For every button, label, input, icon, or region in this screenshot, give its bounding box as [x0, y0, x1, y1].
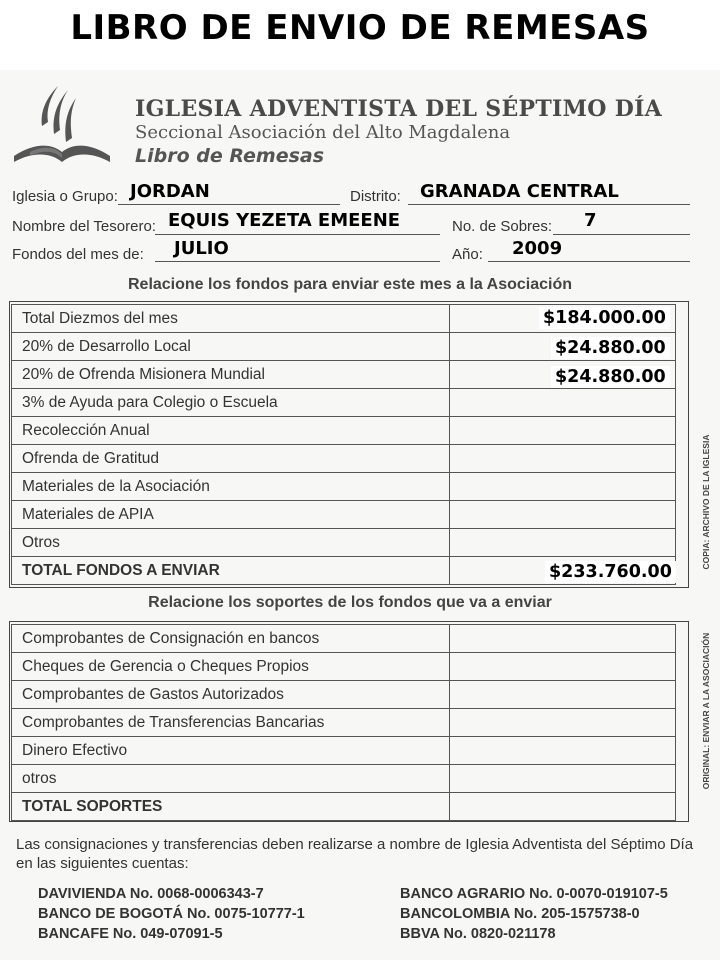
- fund-value-cell: [450, 473, 676, 501]
- organization-name: IGLESIA ADVENTISTA DEL SÉPTIMO DÍA: [135, 96, 663, 122]
- account-banco-bogota: BANCO DE BOGOTÁ No. 0075-10777-1: [38, 906, 305, 922]
- supports-section-title: Relacione los soportes de los fondos que va a enviar: [148, 594, 552, 611]
- support-label-cheques: Cheques de Gerencia o Cheques Propios: [12, 653, 450, 681]
- side-copy-label: COPIA: ARCHIVO DE LA IGLESIA: [701, 434, 711, 570]
- anio-value: 2009: [512, 238, 563, 259]
- fund-value-cell: [450, 445, 676, 473]
- fund-value-cell: [450, 417, 676, 445]
- fund-label-total: TOTAL FONDOS A ENVIAR: [12, 557, 450, 585]
- fund-value-cell: [450, 501, 676, 529]
- table-row: [12, 501, 676, 529]
- anio-line: [488, 261, 690, 262]
- table-row: [12, 389, 676, 417]
- support-label-consignacion: Comprobantes de Consignación en bancos: [12, 625, 450, 653]
- page-banner-title: LIBRO DE ENVIO DE REMESAS: [70, 8, 650, 48]
- funds-section-title: Relacione los fondos para enviar este mes a la Asociación: [127, 276, 573, 293]
- table-row: [12, 625, 676, 653]
- tesorero-line: [155, 234, 440, 235]
- account-bancafe: BANCAFE No. 049-07091-5: [38, 926, 223, 942]
- fund-label-desarrollo: 20% de Desarrollo Local: [12, 333, 450, 361]
- table-row: [12, 681, 676, 709]
- fund-value-cell: [450, 529, 676, 557]
- tesorero-value: EQUIS YEZETA EMEENE: [168, 210, 401, 231]
- anio-label: Año:: [452, 246, 483, 263]
- support-value-cell: [450, 681, 676, 709]
- side-original-label: ORIGINAL: ENVIAR A LA ASOCIACIÓN: [701, 632, 711, 790]
- table-row: [12, 529, 676, 557]
- amount-misionera: $24.880.00: [551, 366, 670, 388]
- table-row: [12, 473, 676, 501]
- support-label-otros: otros: [12, 765, 450, 793]
- church-logo-icon: [10, 82, 115, 167]
- fondos-label: Fondos del mes de:: [12, 246, 144, 263]
- fund-label-gratitud: Ofrenda de Gratitud: [12, 445, 450, 473]
- distrito-line: [408, 204, 690, 205]
- account-bbva: BBVA No. 0820-021178: [400, 926, 556, 942]
- account-davivienda: DAVIVIENDA No. 0068-0006343-7: [38, 886, 264, 902]
- table-row: [12, 445, 676, 473]
- table-row: [12, 793, 676, 821]
- support-value-cell: [450, 625, 676, 653]
- sobres-value: 7: [584, 210, 597, 231]
- support-value-cell: [450, 653, 676, 681]
- amount-total: $233.760.00: [545, 561, 676, 583]
- support-label-total: TOTAL SOPORTES: [12, 793, 450, 821]
- amount-desarrollo: $24.880.00: [551, 337, 670, 359]
- table-row: [12, 653, 676, 681]
- fondos-value: JULIO: [174, 238, 229, 259]
- fund-label-recoleccion: Recolección Anual: [12, 417, 450, 445]
- fund-label-materiales-asociacion: Materiales de la Asociación: [12, 473, 450, 501]
- fund-label-materiales-apia: Materiales de APIA: [12, 501, 450, 529]
- table-row: [12, 417, 676, 445]
- iglesia-value: JORDAN: [130, 181, 210, 202]
- iglesia-label: Iglesia o Grupo:: [12, 188, 118, 205]
- iglesia-line: [118, 204, 340, 205]
- support-label-transferencias: Comprobantes de Transferencias Bancarias: [12, 709, 450, 737]
- tesorero-label: Nombre del Tesorero:: [12, 218, 156, 235]
- table-row: [12, 765, 676, 793]
- support-value-cell: [450, 765, 676, 793]
- support-value-cell: [450, 709, 676, 737]
- supports-table: [11, 624, 676, 821]
- fund-label-misionera: 20% de Ofrenda Misionera Mundial: [12, 361, 450, 389]
- book-title: Libro de Remesas: [135, 145, 325, 167]
- support-label-efectivo: Dinero Efectivo: [12, 737, 450, 765]
- distrito-label: Distrito:: [350, 188, 401, 205]
- amount-diezmos: $184.000.00: [539, 307, 670, 329]
- account-bancolombia: BANCOLOMBIA No. 205-1575738-0: [400, 906, 640, 922]
- support-value-cell: [450, 737, 676, 765]
- sobres-label: No. de Sobres:: [452, 218, 553, 235]
- fondos-line: [155, 261, 440, 262]
- fund-label-otros: Otros: [12, 529, 450, 557]
- fund-label-diezmos: Total Diezmos del mes: [12, 305, 450, 333]
- fund-value-cell: [450, 389, 676, 417]
- organization-subtitle: Seccional Asociación del Alto Magdalena: [135, 122, 511, 143]
- table-row: [12, 737, 676, 765]
- accounts-note-line2: en las siguientes cuentas:: [16, 855, 189, 872]
- account-banco-agrario: BANCO AGRARIO No. 0-0070-019107-5: [400, 886, 668, 902]
- distrito-value: GRANADA CENTRAL: [420, 181, 619, 202]
- support-label-gastos: Comprobantes de Gastos Autorizados: [12, 681, 450, 709]
- accounts-note-line1: Las consignaciones y transferencias deben realizarse a nombre de Iglesia Adventista del Séptimo Día: [16, 836, 694, 853]
- fund-label-colegio: 3% de Ayuda para Colegio o Escuela: [12, 389, 450, 417]
- support-value-cell: [450, 793, 676, 821]
- sobres-line: [553, 234, 690, 235]
- table-row: [12, 709, 676, 737]
